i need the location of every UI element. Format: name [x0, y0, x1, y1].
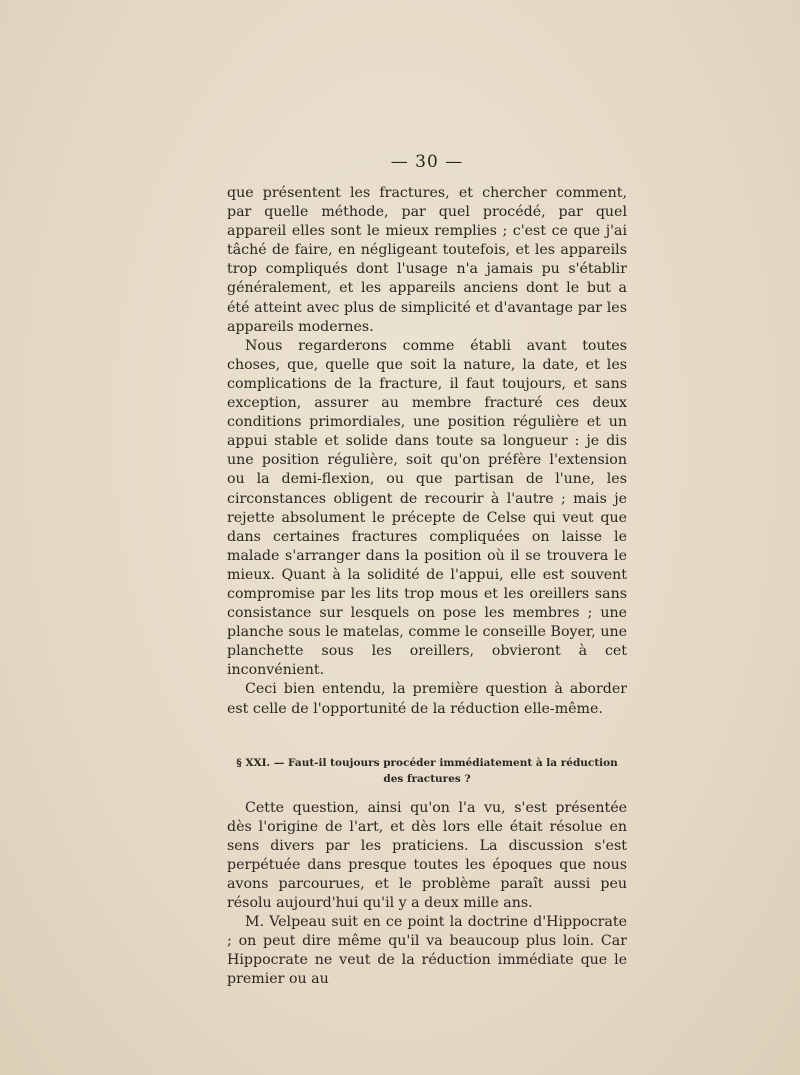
paragraph-3: Ceci bien entendu, la première question à aborder est celle de l'opportunité de la réduction elle-même.	[227, 681, 627, 717]
paragraph-2: Nous regarderons comme établi avant toutes choses, que, quelle que soit la nature, la date, et les complications de la fracture, il faut toujours, et sans exception, assurer au membre fracturé ces deux conditions primordiales, une position régulière et un appui stable et solide dans toute sa longueur : je dis une position régulière, soit qu'on préfère l'extension ou la demi-flexion, ou que partisan de l'une, les circonstances obligent de recourir à l'autre ; mais je rejette absolument le précepte de Celse qui veut que dans certaines fractures compliquées on laisse le malade s'arranger dans la position où il se trouvera le mieux. Quant à la solidité de l'appui, elle est souvent compromise par les lits trop mous et les oreillers sans consistance sur lesquels on pose les membres ; une planche sous le matelas, comme le conseille Boyer, une planchette sous les oreillers, obvieront à cet inconvénient.	[227, 337, 627, 679]
section-heading	[227, 755, 627, 799]
page-number: — 30 —	[390, 152, 464, 172]
text-block	[227, 152, 627, 990]
section-heading-line-1: § XXI. — Faut-il toujours procéder immédiatement à la réduction	[236, 756, 618, 769]
paragraph-4: Cette question, ainsi qu'on l'a vu, s'est présentée dès l'origine de l'art, et dès lors elle était résolue en sens divers par les praticiens. La discussion s'est perpétuée dans presque toutes les époques que nous avons parcourues, et le problème paraît aussi peu résolu aujourd'hui qu'il y a deux mille ans.	[227, 799, 627, 912]
section-heading-line-2: des fractures ?	[383, 772, 471, 785]
paragraph-1: que présentent les fractures, et chercher comment, par quelle méthode, par quel procédé, par quel appareil elles sont le mieux remplies ; c'est ce que j'ai tâché de faire, en négligeant toutefois, et les appareils trop compliqués dont l'usage n'a jamais pu s'établir généralement, et les appareils anciens dont le but a été atteint avec plus de simplicité et d'avantage par les appareils modernes.	[227, 185, 627, 335]
paragraph-5: M. Velpeau suit en ce point la doctrine d'Hippocrate ; on peut dire même qu'il va beaucoup plus loin. Car Hippocrate ne veut de la réduction immédiate que le premier ou au	[227, 914, 627, 988]
